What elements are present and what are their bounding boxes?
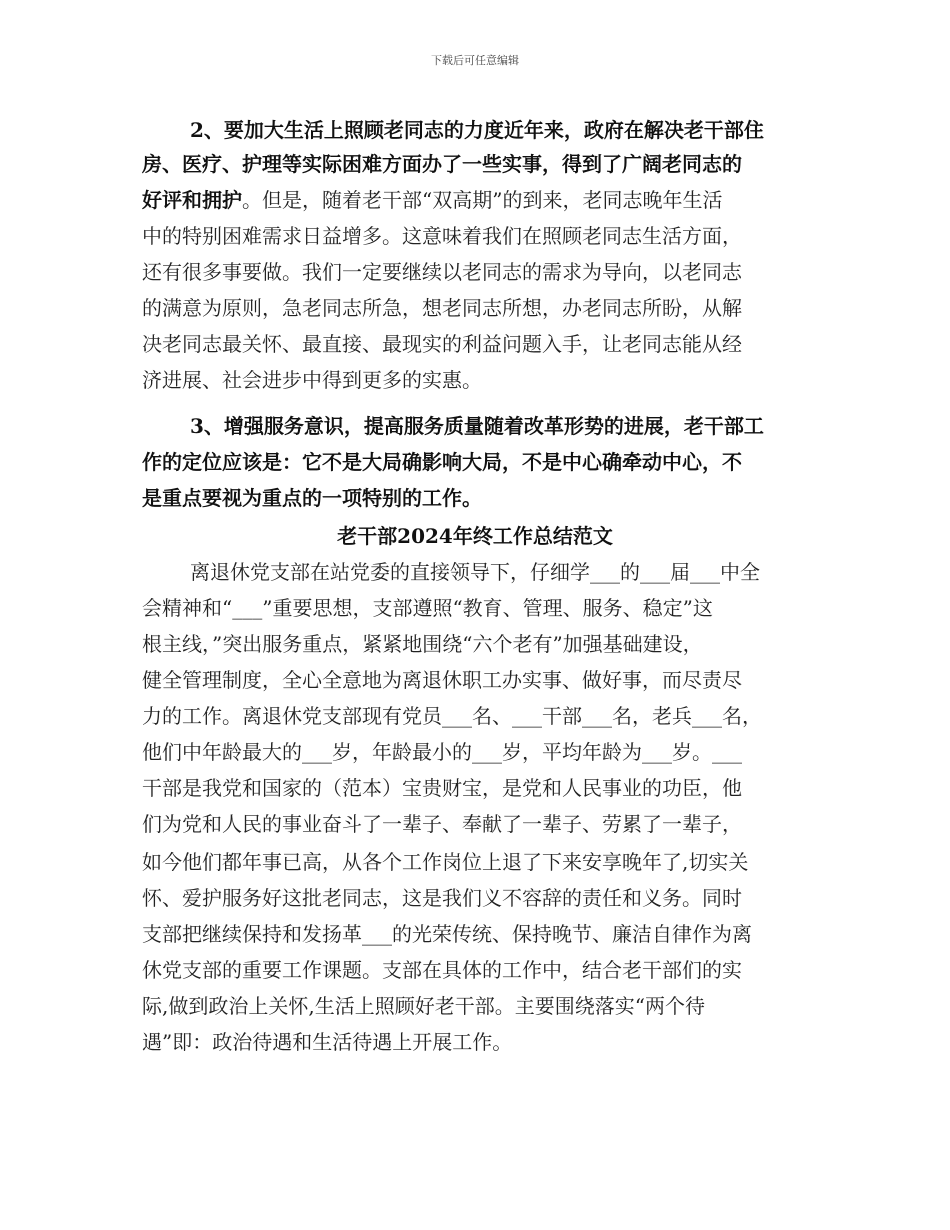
article-line-10: 怀、爱护服务好这批老同志，这是我们义不容辞的责任和义务。同时 bbox=[142, 886, 742, 910]
article-line-14: 遇”即：政治待遇和生活待遇上开展工作。 bbox=[142, 1030, 513, 1054]
section2-line-4-text: 中的特别困难需求日益增多。这意味着我们在照顾老同志生活方面， bbox=[142, 224, 742, 248]
article-title: 老干部2024年终工作总结范文 bbox=[337, 524, 613, 548]
article-line-4: 健全管理制度，全心全意地为离退休职工办实事、做好事，而尽责尽 bbox=[142, 668, 742, 692]
article-line-12: 休党支部的重要工作课题。支部在具体的工作中，结合老干部们的实 bbox=[142, 958, 742, 982]
section2-line-1 bbox=[190, 118, 764, 142]
section2-line-3-bold: 好评和拥护 bbox=[142, 188, 242, 212]
section2-line-3-text: 。但是，随着老干部“双高期”的到来，老同志晚年生活 bbox=[242, 188, 723, 212]
section2-line-1-bold: 2、要加大生活上照顾老同志的力度近年来，政府在解决老干部住 bbox=[190, 118, 764, 142]
section3-line-2: 作的定位应该是：它不是大局确影响大局，不是中心确牵动中心，不 bbox=[142, 450, 742, 474]
article-line-13: 际,做到政治上关怀,生活上照顾好老干部。主要围绕落实“两个待 bbox=[142, 994, 705, 1018]
section2-line-7 bbox=[142, 332, 742, 356]
article-line-2: 会精神和“___”重要思想，支部遵照“教育、管理、服务、稳定”这 bbox=[142, 596, 713, 620]
section2-line-3 bbox=[142, 188, 722, 212]
article-line-7: 干部是我党和国家的（范本）宝贵财宝，是党和人民事业的功臣，他 bbox=[142, 776, 742, 800]
section2-line-2 bbox=[142, 152, 742, 176]
article-line-9: 如今他们都年事已高，从各个工作岗位上退了下来安享晚年了,切实关 bbox=[142, 850, 749, 874]
page-header-note: 下载后可任意编辑 bbox=[431, 54, 519, 67]
section2-line-6 bbox=[142, 296, 742, 320]
section2-line-8 bbox=[142, 368, 482, 392]
section2-line-4 bbox=[142, 224, 742, 248]
article-line-1: 离退休党支部在站党委的直接领导下，仔细学___的___届___中全 bbox=[190, 560, 760, 584]
section2-line-5-text: 还有很多事要做。我们一定要继续以老同志的需求为导向，以老同志 bbox=[142, 260, 742, 284]
section2-line-5 bbox=[142, 260, 742, 284]
section3-line-3: 是重点要视为重点的一项特别的工作。 bbox=[142, 486, 482, 510]
article-line-11: 支部把继续保持和发扬革___的光荣传统、保持晚节、廉洁自律作为离 bbox=[142, 922, 752, 946]
section2-line-2-bold: 房、医疗、护理等实际困难方面办了一些实事，得到了广阔老同志的 bbox=[142, 152, 742, 176]
article-line-8: 们为党和人民的事业奋斗了一辈子、奉献了一辈子、劳累了一辈子， bbox=[142, 812, 742, 836]
article-line-3: 根主线，”突出服务重点，紧紧地围绕“六个老有”加强基础建设， bbox=[142, 632, 703, 656]
section3-line-1: 3、增强服务意识，提高服务质量随着改革形势的进展，老干部工 bbox=[190, 414, 764, 438]
section2-line-6-text: 的满意为原则，急老同志所急，想老同志所想，办老同志所盼，从解 bbox=[142, 296, 742, 320]
article-line-5: 力的工作。离退休党支部现有党员___名、___干部___名，老兵___名， bbox=[142, 704, 762, 728]
article-line-6: 他们中年龄最大的___岁，年龄最小的___岁，平均年龄为___岁。___ bbox=[142, 740, 742, 764]
section2-line-8-text: 济进展、社会进步中得到更多的实惠。 bbox=[142, 368, 482, 392]
section2-line-7-text: 决老同志最关怀、最直接、最现实的利益问题入手，让老同志能从经 bbox=[142, 332, 742, 356]
